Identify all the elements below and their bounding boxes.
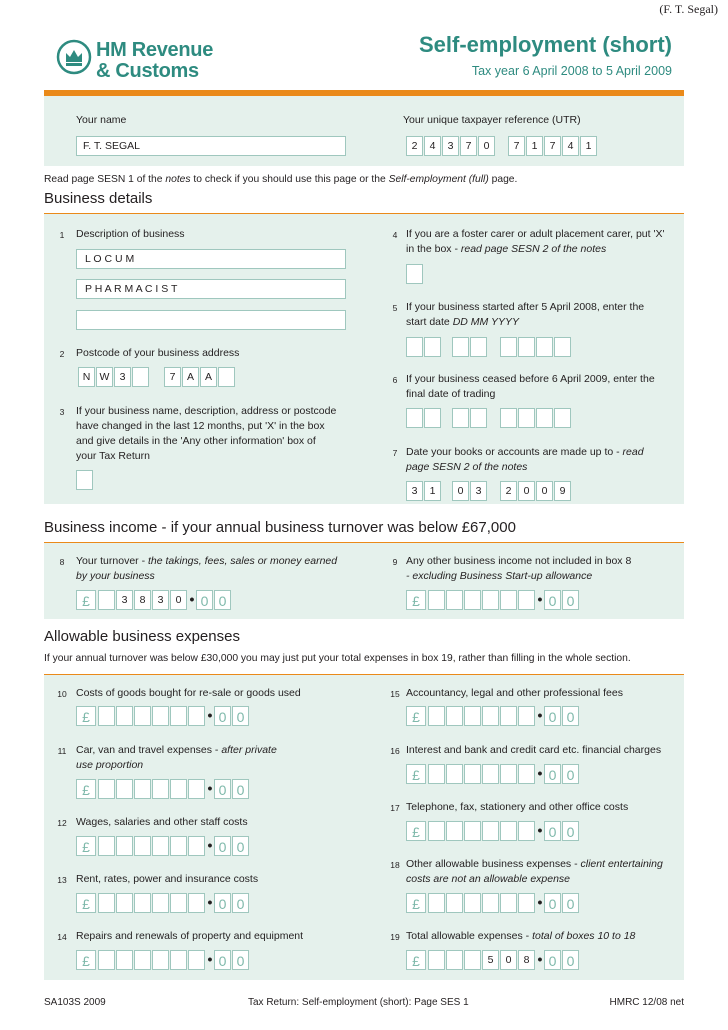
amount-digit[interactable] — [170, 836, 187, 856]
utr-digit[interactable]: 3 — [442, 136, 459, 156]
crown-logo-icon — [56, 38, 92, 76]
read-note: Read page SESN 1 of the notes to check if you should use this page or the Self-employment (full) page. — [44, 174, 518, 185]
amount-digit[interactable]: 0 — [170, 590, 187, 610]
date-digit[interactable] — [518, 337, 535, 357]
decimal-point: • — [207, 780, 213, 796]
date-digit[interactable] — [452, 337, 469, 357]
date-digit[interactable]: 3 — [406, 481, 423, 501]
amount-digit[interactable] — [152, 706, 169, 726]
amount-digit[interactable] — [446, 764, 463, 784]
amount-digit[interactable] — [188, 779, 205, 799]
pound-sign: £ — [76, 836, 96, 856]
amount-digit[interactable] — [428, 821, 445, 841]
utr-digit[interactable]: 2 — [406, 136, 423, 156]
amount-digit[interactable] — [464, 590, 481, 610]
amount-digit[interactable] — [134, 950, 151, 970]
pound-sign: £ — [406, 706, 426, 726]
amount-digit[interactable] — [98, 893, 115, 913]
amount-digit[interactable] — [464, 950, 481, 970]
description-line1[interactable] — [76, 249, 346, 269]
amount-digit[interactable] — [428, 893, 445, 913]
pence-zero: 0 — [232, 706, 249, 726]
postcode-char[interactable] — [132, 367, 149, 387]
amount-digit[interactable] — [170, 706, 187, 726]
amount-digit[interactable] — [116, 706, 133, 726]
pound-sign: £ — [406, 590, 426, 610]
pence-zero: 0 — [214, 950, 231, 970]
box-number: 12 — [52, 817, 72, 829]
amount-digit[interactable] — [152, 779, 169, 799]
footer-right: HMRC 12/08 net — [609, 997, 684, 1008]
amount-digit[interactable] — [446, 590, 463, 610]
amount-digit[interactable] — [446, 706, 463, 726]
postcode-char[interactable]: 3 — [114, 367, 131, 387]
pence-zero: 0 — [232, 893, 249, 913]
amount-digit[interactable] — [428, 950, 445, 970]
pence-zero: 0 — [562, 590, 579, 610]
utr-digit[interactable]: 0 — [478, 136, 495, 156]
box18-line2: costs are not an allowable expense — [406, 873, 571, 885]
decimal-point: • — [207, 951, 213, 967]
top-name: (F. T. Segal) — [659, 2, 718, 16]
box12-label: Wages, salaries and other staff costs — [76, 816, 248, 828]
box3-line3: and give details in the 'Any other information' box of — [76, 435, 316, 447]
box6-line1: If your business ceased before 6 April 2009, enter the — [406, 373, 655, 385]
expenses-title: Allowable business expenses — [44, 628, 240, 645]
box-number: 4 — [385, 229, 405, 241]
utr-digit[interactable]: 7 — [544, 136, 561, 156]
box-number: 15 — [385, 688, 405, 700]
date-digit[interactable] — [500, 337, 517, 357]
box-number: 6 — [385, 374, 405, 386]
expenses-note: If your annual turnover was below £30,000 you may just put your total expenses in box 19, rather than filling in the whole section. — [44, 653, 631, 664]
amount-digit[interactable] — [518, 821, 535, 841]
date-digit[interactable]: 1 — [424, 481, 441, 501]
amount-digit[interactable] — [446, 950, 463, 970]
amount-digit[interactable] — [482, 764, 499, 784]
amount-digit[interactable] — [134, 836, 151, 856]
utr-digit[interactable]: 4 — [424, 136, 441, 156]
box-number: 18 — [385, 859, 405, 871]
amount-digit[interactable]: 8 — [134, 590, 151, 610]
amount-digit[interactable] — [500, 821, 517, 841]
date-digit[interactable] — [470, 408, 487, 428]
amount-digit[interactable] — [116, 950, 133, 970]
box10-label: Costs of goods bought for re-sale or goods used — [76, 687, 301, 699]
amount-digit[interactable] — [170, 950, 187, 970]
amount-digit[interactable] — [446, 893, 463, 913]
pence-zero: 0 — [214, 590, 231, 610]
box-number: 14 — [52, 931, 72, 943]
amount-digit[interactable] — [428, 706, 445, 726]
amount-digit[interactable] — [500, 893, 517, 913]
box18-line1: Other allowable business expenses - client entertaining — [406, 858, 663, 870]
amount-digit[interactable] — [428, 590, 445, 610]
box11-line1: Car, van and travel expenses - after private — [76, 744, 277, 756]
pence-zero: 0 — [232, 836, 249, 856]
tax-year: Tax year 6 April 2008 to 5 April 2009 — [471, 64, 672, 78]
box7-line1: Date your books or accounts are made up to - read — [406, 446, 644, 458]
box3-checkbox[interactable] — [76, 470, 93, 490]
amount-digit[interactable] — [116, 836, 133, 856]
pence-zero: 0 — [562, 893, 579, 913]
pence-zero: 0 — [544, 706, 561, 726]
postcode-char[interactable]: N — [78, 367, 95, 387]
decimal-point: • — [537, 951, 543, 967]
pence-zero: 0 — [232, 950, 249, 970]
amount-digit[interactable] — [500, 590, 517, 610]
your-name-value: F. T. SEGAL — [83, 140, 140, 152]
box-number: 13 — [52, 874, 72, 886]
decimal-point: • — [207, 837, 213, 853]
date-digit[interactable] — [554, 337, 571, 357]
box-number: 2 — [52, 348, 72, 360]
amount-digit[interactable] — [482, 893, 499, 913]
form-title: Self-employment (short) — [418, 32, 672, 57]
date-digit[interactable]: 0 — [518, 481, 535, 501]
pence-zero: 0 — [562, 950, 579, 970]
business-details-title: Business details — [44, 190, 153, 207]
amount-digit[interactable] — [98, 706, 115, 726]
box-number: 8 — [52, 556, 72, 568]
box9-line1: Any other business income not included in box 8 — [406, 555, 632, 567]
description-line1-value: L O C U M — [85, 253, 135, 265]
amount-digit[interactable] — [134, 706, 151, 726]
box4-checkbox[interactable] — [406, 264, 423, 284]
date-digit[interactable] — [554, 408, 571, 428]
logo-line2: & Customs — [96, 60, 199, 82]
utr-digit[interactable]: 1 — [526, 136, 543, 156]
amount-digit[interactable] — [464, 706, 481, 726]
amount-digit[interactable] — [188, 836, 205, 856]
decimal-point: • — [537, 707, 543, 723]
box-number: 10 — [52, 688, 72, 700]
description-line3[interactable] — [76, 310, 346, 330]
pence-zero: 0 — [544, 590, 561, 610]
box-number: 9 — [385, 556, 405, 568]
amount-digit[interactable] — [98, 836, 115, 856]
your-name-label: Your name — [76, 114, 127, 126]
box8-line1: Your turnover - the takings, fees, sales or money earned — [76, 555, 338, 567]
pence-zero: 0 — [214, 779, 231, 799]
amount-digit[interactable] — [134, 779, 151, 799]
pound-sign: £ — [406, 950, 426, 970]
box-number: 1 — [52, 229, 72, 241]
amount-digit[interactable] — [98, 779, 115, 799]
footer-left: SA103S 2009 — [44, 997, 106, 1008]
decimal-point: • — [537, 591, 543, 607]
date-digit[interactable]: 0 — [452, 481, 469, 501]
box1-label: Description of business — [76, 228, 185, 240]
date-digit[interactable]: 0 — [536, 481, 553, 501]
date-digit[interactable]: 9 — [554, 481, 571, 501]
utr-digit[interactable]: 4 — [562, 136, 579, 156]
box14-label: Repairs and renewals of property and equipment — [76, 930, 304, 942]
date-digit[interactable]: 2 — [500, 481, 517, 501]
amount-digit[interactable] — [116, 779, 133, 799]
amount-digit[interactable] — [152, 893, 169, 913]
amount-digit[interactable] — [518, 706, 535, 726]
pence-zero: 0 — [562, 764, 579, 784]
box-number: 7 — [385, 447, 405, 459]
box4-line2: in the box - read page SESN 2 of the notes — [406, 243, 607, 255]
amount-digit[interactable]: 8 — [518, 950, 535, 970]
pence-zero: 0 — [544, 950, 561, 970]
decimal-point: • — [537, 765, 543, 781]
amount-digit[interactable] — [170, 893, 187, 913]
description-line2[interactable] — [76, 279, 346, 299]
box-number: 5 — [385, 302, 405, 314]
box17-label: Telephone, fax, stationery and other office costs — [406, 801, 629, 813]
pence-zero: 0 — [544, 764, 561, 784]
date-digit[interactable] — [518, 408, 535, 428]
decimal-point: • — [189, 591, 195, 607]
date-digit[interactable] — [500, 408, 517, 428]
date-digit[interactable] — [406, 408, 423, 428]
date-digit[interactable] — [536, 337, 553, 357]
amount-digit[interactable] — [428, 764, 445, 784]
date-digit[interactable] — [452, 408, 469, 428]
amount-digit[interactable]: 3 — [116, 590, 133, 610]
pound-sign: £ — [406, 821, 426, 841]
pence-zero: 0 — [196, 590, 213, 610]
box3-line2: have changed in the last 12 months, put 'X' in the box — [76, 420, 325, 432]
amount-digit[interactable] — [464, 893, 481, 913]
box5-line1: If your business started after 5 April 2008, enter the — [406, 301, 645, 313]
amount-digit[interactable] — [500, 706, 517, 726]
box4-line1: If you are a foster carer or adult placement carer, put 'X' — [406, 228, 665, 240]
pence-zero: 0 — [232, 779, 249, 799]
amount-digit[interactable] — [116, 893, 133, 913]
amount-digit[interactable] — [152, 836, 169, 856]
amount-digit[interactable] — [170, 779, 187, 799]
box15-label: Accountancy, legal and other professional fees — [406, 687, 623, 699]
amount-digit[interactable] — [446, 821, 463, 841]
amount-digit[interactable] — [518, 893, 535, 913]
amount-digit[interactable] — [134, 893, 151, 913]
amount-digit[interactable] — [500, 764, 517, 784]
pence-zero: 0 — [544, 893, 561, 913]
income-title: Business income - if your annual business turnover was below £67,000 — [44, 519, 516, 536]
pence-zero: 0 — [214, 836, 231, 856]
amount-digit[interactable] — [482, 590, 499, 610]
date-digit[interactable] — [536, 408, 553, 428]
decimal-point: • — [537, 894, 543, 910]
date-digit[interactable] — [470, 337, 487, 357]
footer-center: Tax Return: Self-employment (short): Page SES 1 — [248, 997, 469, 1008]
logo-line1: HM Revenue — [96, 39, 214, 61]
pound-sign: £ — [76, 706, 96, 726]
utr-digit[interactable]: 7 — [508, 136, 525, 156]
utr-digit[interactable]: 7 — [460, 136, 477, 156]
amount-digit[interactable] — [464, 821, 481, 841]
pence-zero: 0 — [214, 706, 231, 726]
date-digit[interactable] — [424, 408, 441, 428]
postcode-char[interactable]: A — [182, 367, 199, 387]
amount-digit[interactable] — [188, 950, 205, 970]
amount-digit[interactable] — [482, 821, 499, 841]
pound-sign: £ — [76, 590, 96, 610]
pound-sign: £ — [76, 779, 96, 799]
amount-digit[interactable] — [98, 590, 115, 610]
amount-digit[interactable] — [152, 950, 169, 970]
amount-digit[interactable]: 3 — [152, 590, 169, 610]
pound-sign: £ — [76, 950, 96, 970]
pound-sign: £ — [76, 893, 96, 913]
pound-sign: £ — [406, 764, 426, 784]
amount-digit[interactable] — [464, 764, 481, 784]
your-name-field[interactable] — [76, 136, 346, 156]
box6-line2: final date of trading — [406, 388, 496, 400]
decimal-point: • — [537, 822, 543, 838]
box-number: 17 — [385, 802, 405, 814]
pence-zero: 0 — [562, 706, 579, 726]
amount-digit[interactable] — [188, 893, 205, 913]
amount-digit[interactable] — [98, 950, 115, 970]
box3-line1: If your business name, description, address or postcode — [76, 405, 337, 417]
utr-digit[interactable]: 1 — [580, 136, 597, 156]
amount-digit[interactable] — [482, 706, 499, 726]
decimal-point: • — [207, 707, 213, 723]
box2-label: Postcode of your business address — [76, 347, 240, 359]
box9-line2: - excluding Business Start-up allowance — [406, 570, 593, 582]
amount-digit[interactable]: 5 — [482, 950, 499, 970]
box19-line1: Total allowable expenses - total of boxes 10 to 18 — [406, 930, 636, 942]
pound-sign: £ — [406, 893, 426, 913]
box-number: 11 — [52, 745, 72, 757]
box7-line2: page SESN 2 of the notes — [406, 461, 528, 473]
box-number: 16 — [385, 745, 405, 757]
pence-zero: 0 — [544, 821, 561, 841]
box5-line2: start date DD MM YYYY — [406, 316, 520, 328]
box11-line2: use proportion — [76, 759, 144, 771]
date-digit[interactable]: 3 — [470, 481, 487, 501]
amount-digit[interactable] — [518, 590, 535, 610]
box-number: 19 — [385, 931, 405, 943]
postcode-char[interactable]: A — [200, 367, 217, 387]
amount-digit[interactable] — [518, 764, 535, 784]
date-digit[interactable] — [406, 337, 423, 357]
decimal-point: • — [207, 894, 213, 910]
box16-label: Interest and bank and credit card etc. financial charges — [406, 744, 662, 756]
utr-label: Your unique taxpayer reference (UTR) — [403, 114, 581, 126]
date-digit[interactable] — [424, 337, 441, 357]
postcode-char[interactable]: 7 — [164, 367, 181, 387]
amount-digit[interactable]: 0 — [500, 950, 517, 970]
box8-line2: by your business — [76, 570, 155, 582]
amount-digit[interactable] — [188, 706, 205, 726]
box3-line4: your Tax Return — [76, 450, 150, 462]
pence-zero: 0 — [214, 893, 231, 913]
description-line2-value: P H A R M A C I S T — [85, 283, 178, 295]
postcode-char[interactable]: W — [96, 367, 113, 387]
pence-zero: 0 — [562, 821, 579, 841]
postcode-char[interactable] — [218, 367, 235, 387]
box-number: 3 — [52, 406, 72, 418]
box13-label: Rent, rates, power and insurance costs — [76, 873, 259, 885]
